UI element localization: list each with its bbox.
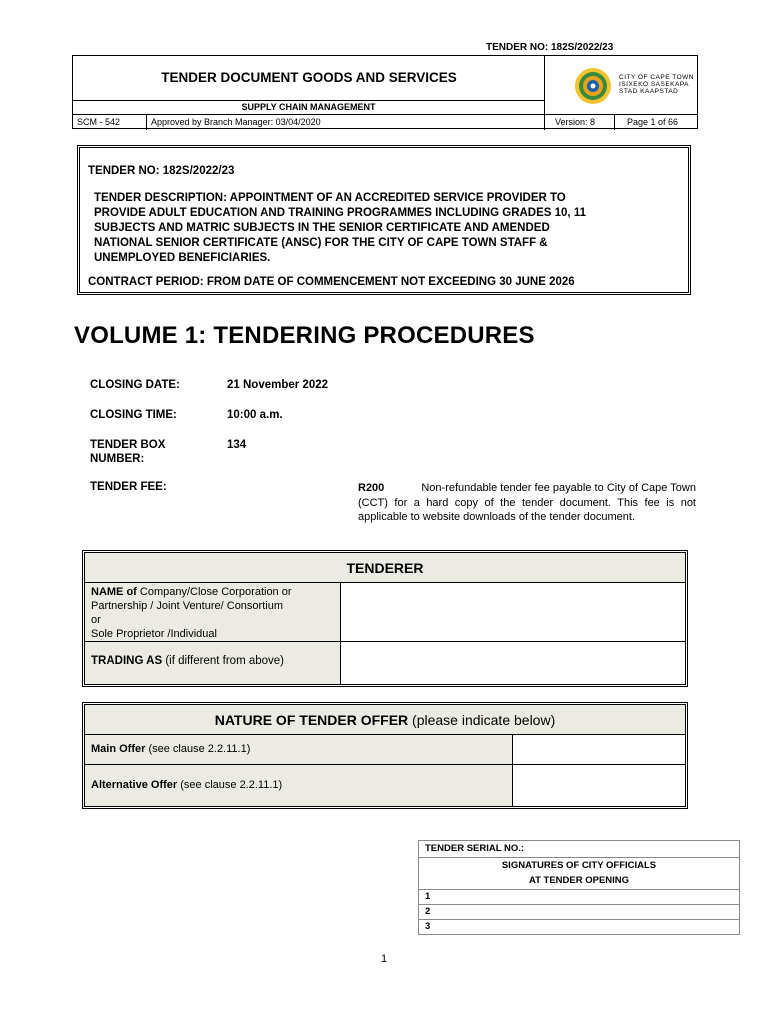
document-subtitle: SUPPLY CHAIN MANAGEMENT [73, 100, 545, 114]
fee-amount: R200 [358, 482, 385, 494]
trading-as-field[interactable] [341, 642, 685, 684]
trading-as-label: TRADING AS (if different from above) [85, 642, 341, 684]
closing-date-label: CLOSING DATE: [90, 379, 180, 391]
alternative-offer-label: Alternative Offer (see clause 2.2.11.1) [85, 765, 513, 806]
scm-code: SCM - 542 [73, 115, 147, 130]
document-header [72, 55, 698, 129]
box-tender-number: TENDER NO: 182S/2022/23 [88, 165, 235, 177]
closing-date-value: 21 November 2022 [227, 379, 329, 391]
description-line-1: TENDER DESCRIPTION: APPOINTMENT OF AN ACCREDITED SERVICE PROVIDER TO [94, 192, 566, 204]
tender-box-value: 134 [227, 439, 247, 451]
document-title: TENDER DOCUMENT GOODS AND SERVICES [161, 70, 457, 85]
tender-fee-description [358, 481, 696, 525]
page-count: Page 1 of 66 [627, 117, 679, 127]
tender-serial-table [418, 840, 740, 935]
logo-line-2: ISIXEKO SASEKAPA [619, 81, 690, 88]
volume-title: VOLUME 1: TENDERING PROCEDURES [74, 322, 535, 349]
approval-info: Approved by Branch Manager: 03/04/2020 [147, 115, 545, 130]
description-line-2: PROVIDE ADULT EDUCATION AND TRAINING PROGRAMMES INCLUDING GRADES 10, 11 [94, 207, 586, 219]
version: Version: 8 [545, 115, 615, 130]
signatures-heading: SIGNATURES OF CITY OFFICIALS AT TENDER OPENING [419, 857, 739, 889]
tender-offer-table [82, 702, 688, 809]
signature-row-1[interactable]: 1 [419, 889, 739, 904]
fee-text: Non-refundable tender fee payable to City of Cape Town (CCT) for a hard copy of the tender document. This fee is not applicable to website downloads of the tender document. [358, 482, 696, 523]
closing-time-value: 10:00 a.m. [227, 409, 283, 421]
signature-row-2[interactable]: 2 [419, 904, 739, 919]
top-tender-number: TENDER NO: 182S/2022/23 [486, 42, 614, 53]
alternative-offer-field[interactable] [513, 765, 685, 806]
tenderer-heading: TENDERER [85, 553, 685, 583]
offer-heading: NATURE OF TENDER OFFER (please indicate below) [85, 705, 685, 735]
description-line-4: NATIONAL SENIOR CERTIFICATE (ANSC) FOR THE CITY OF CAPE TOWN STAFF & [94, 237, 548, 249]
company-name-label: NAME of Company/Close Corporation or Partnership / Joint Venture/ Consortium or Sole Proprietor /Individual [85, 583, 341, 642]
page-number: 1 [381, 953, 388, 965]
main-offer-field[interactable] [513, 735, 685, 765]
city-crest-icon [573, 66, 613, 106]
signature-row-3[interactable]: 3 [419, 919, 739, 935]
logo-line-1: CITY OF CAPE TOWN [619, 74, 694, 81]
closing-time-label: CLOSING TIME: [90, 409, 177, 421]
company-name-field[interactable] [341, 583, 685, 642]
tender-description-box [77, 145, 691, 295]
main-offer-label: Main Offer (see clause 2.2.11.1) [85, 735, 513, 765]
logo-line-3: STAD KAAPSTAD [619, 88, 679, 95]
description-line-5: UNEMPLOYED BENEFICIARIES. [94, 252, 271, 264]
tenderer-table [82, 550, 688, 687]
tender-box-label-1: TENDER BOX [90, 439, 166, 451]
serial-title: TENDER SERIAL NO.: [425, 843, 525, 854]
contract-period: CONTRACT PERIOD: FROM DATE OF COMMENCEMENT NOT EXCEEDING 30 JUNE 2026 [88, 276, 575, 288]
tender-fee-label: TENDER FEE: [90, 481, 167, 493]
city-logo [545, 56, 697, 114]
description-line-3: SUBJECTS AND MATRIC SUBJECTS IN THE SENIOR CERTIFICATE AND AMENDED [94, 222, 550, 234]
tender-box-label-2: NUMBER: [90, 453, 145, 465]
